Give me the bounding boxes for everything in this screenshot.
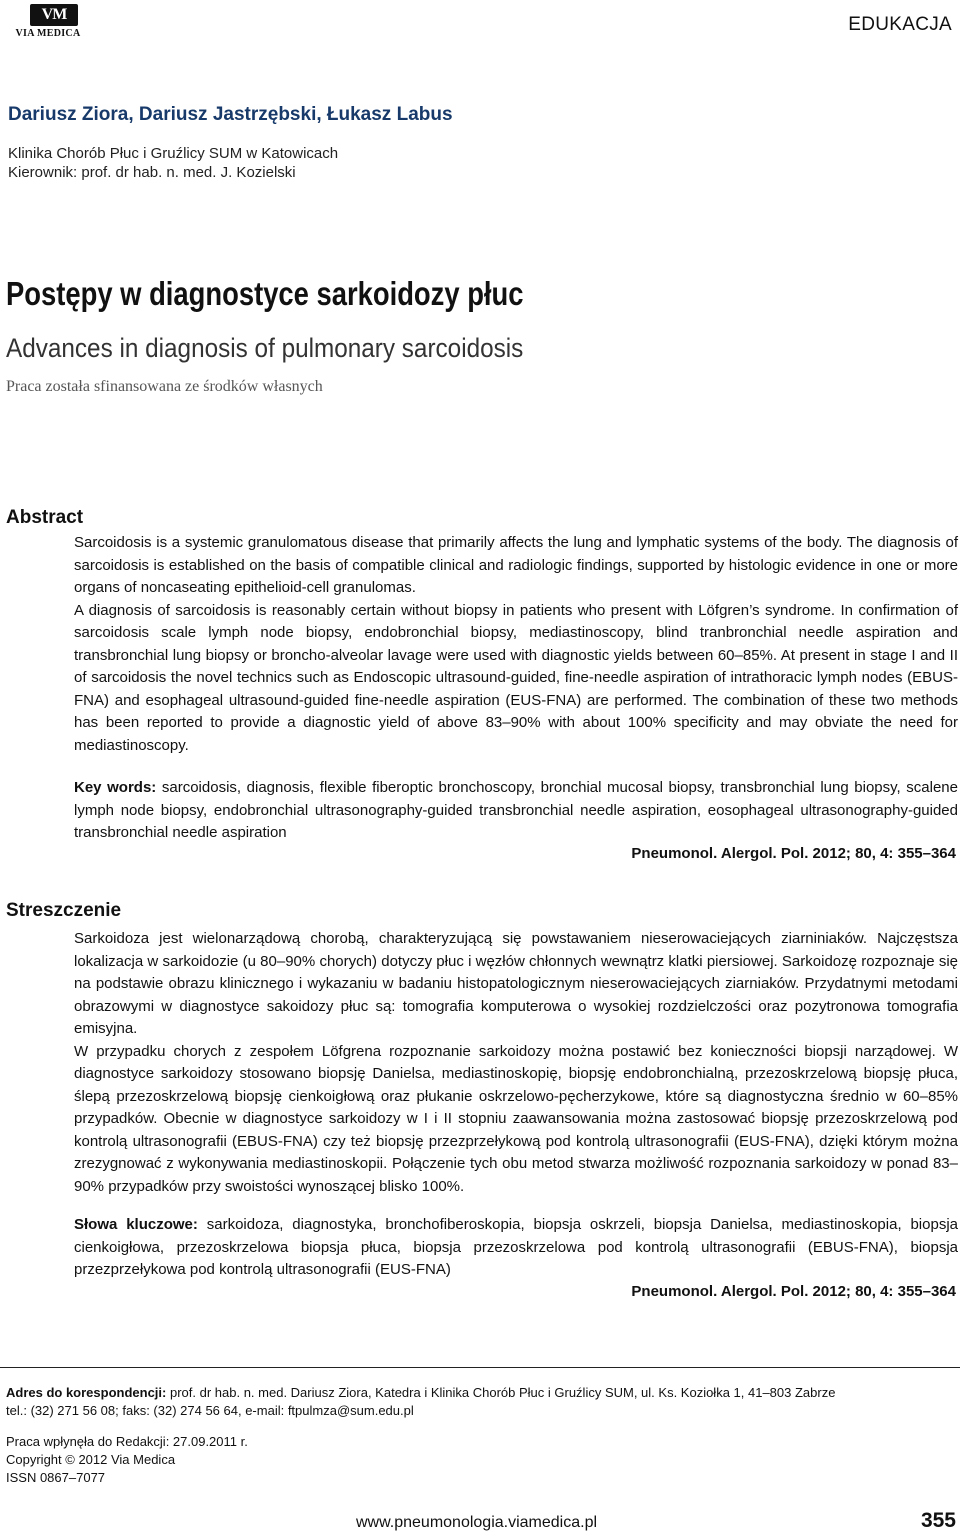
copyright: Copyright © 2012 Via Medica [6, 1452, 176, 1467]
abstract-heading: Abstract [6, 507, 84, 528]
citation: Pneumonol. Alergol. Pol. 2012; 80, 4: 355–364 [631, 1283, 956, 1300]
keywords-label: Słowa kluczowe: [74, 1216, 198, 1233]
department-head: Kierownik: prof. dr hab. n. med. J. Kozielski [8, 164, 296, 181]
logo-mark-box [30, 4, 78, 26]
streszczenie-paragraph: W przypadku chorych z zespołem Löfgrena rozpoznanie sarkoidozy można postawić bez konieczności biopsji narządowej. W diagnostyce sarkoidozy stosowano biopsję Danielsa, mediastinoskopię, biopsję endobronchialną, przezoskrzelową biopsję płuca, ślepą przezoskrzelową biopsję cienkoigłową oraz płukanie oskrzelowo-pęcherzykowe, które są diagnostyczna średnio w 60–85% przypadków. Obecnie w diagnostyce sarkoidozy w I i II stopniu zaawansowania można zastosować biopsję przezoskrzelową pod kontrolą ultrasonografii (EBUS-FNA) czy też biopsję przezprzełykową pod kontrolą ultrasonografii (EUS-FNA), dzięki którym można zrezygnować z wykonywania mediastinoskopii. Połączenie tych obu metod stwarza możliwość rozpoznania sarkoidozy w ponad 83–90% przypadków przy swoistości wynoszącej blisko 100%. [74, 1042, 958, 1195]
streszczenie-body [74, 928, 958, 1198]
correspondence-address [6, 1385, 835, 1400]
logo-mark: VM [41, 6, 67, 23]
correspondence-text: prof. dr hab. n. med. Dariusz Ziora, Katedra i Klinika Chorób Płuc i Gruźlicy SUM, ul. Ks. Koziołka 1, 41–803 Zabrze [166, 1385, 836, 1400]
article-title-english: Advances in diagnosis of pulmonary sarcoidosis [6, 333, 524, 363]
affiliation: Klinika Chorób Płuc i Gruźlicy SUM w Katowicach [8, 145, 339, 162]
publisher-logo [10, 4, 86, 42]
footer-divider [0, 1367, 960, 1368]
correspondence-contact: tel.: (32) 271 56 08; faks: (32) 274 56 64, e-mail: ftpulmza@sum.edu.pl [6, 1403, 414, 1418]
streszczenie-heading: Streszczenie [6, 900, 122, 921]
abstract-paragraph: A diagnosis of sarcoidosis is reasonably certain without biopsy in patients who present with Löfgren’s syndrome. In confirmation of sarcoidosis scale lymph node biopsy, endobronchial biopsy, mediastinoscopy, blind tranbronchial needle aspiration and transbronchial lung biopsy or broncho-alveolar lavage were used with diagnostic yields between 60–85%. At present in stage I and II of sarcoidosis the novel technics such as Endoscopic ultrasound-guided, fine-needle aspiration of intrathoracic lymph nodes (EBUS-FNA) and esophageal ultrasound-guided fine-needle aspiration (EUS-FNA) are performed. The combination of these two methods has been reported to provide a diagnostic yield of above 83–90% with about 100% specificity and may obviate the need for mediastinoscopy. [74, 601, 958, 754]
received-date: Praca wpłynęła do Redakcji: 27.09.2011 r. [6, 1434, 248, 1449]
keywords-english [74, 777, 958, 845]
page-number: 355 [920, 1509, 956, 1532]
keywords-text: sarkoidoza, diagnostyka, bronchofiberoskopia, biopsja oskrzeli, biopsja Danielsa, mediastinoskopia, biopsja cienkoigłowa, przezoskrzelowa biopsja płuca, biopsja przezoskrzelowa pod kontrolą ultrasonografii (EBUS-FNA), biopsja przezprzełykowa pod kontrolą ultrasonografii (EUS-FNA) [74, 1216, 958, 1278]
abstract-paragraph: Sarcoidosis is a systemic granulomatous disease that primarily affects the lung and lymphatic systems of the body. The diagnosis of sarcoidosis is established on the basis of compatible clinical and radiologic findings, supported by histologic evidence in one or more organs of noncaseating epithelioid-cell granulomas. [74, 534, 958, 596]
keywords-text: sarcoidosis, diagnosis, flexible fiberoptic bronchoscopy, bronchial mucosal biopsy, transbronchial lung biopsy, scalene lymph node biopsy, endobronchial ultrasonography-guided transbronchial needle aspiration, eosophageal ultrasonography-guided transbronchial needle aspiration [74, 779, 958, 841]
streszczenie-paragraph: Sarkoidoza jest wielonarządową chorobą, charakteryzującą się powstawaniem nieserowaciejących ziarniniaków. Najczęstsza lokalizacja w sarkoidozie (u 80–90% chorych) dotyczy płuc i węzłów chłonnych wewnątrz klatki piersiowej. Sarkoidozę rozpoznaje się na podstawie obrazu klinicznego i wykazaniu w badaniu histopatologicznym nieserowaciejących ziarniaków. Przydatnymi metodami obrazowymi w diagnostyce sakoidozy płuc są: tomografia komputerowa o wysokiej rozdzielczości oraz pozytronowa tomografia emisyjna. [74, 930, 958, 1037]
issn: ISSN 0867–7077 [6, 1470, 106, 1485]
article-title-polish: Postępy w diagnostyce sarkoidozy płuc [6, 275, 524, 312]
keywords-label: Key words: [74, 779, 157, 796]
journal-website: www.pneumonologia.viamedica.pl [356, 1514, 598, 1531]
correspondence-label: Adres do korespondencji: [6, 1385, 167, 1400]
section-label: EDUKACJA [848, 14, 952, 35]
abstract-body [74, 532, 958, 757]
logo-text: VIA MEDICA [15, 28, 81, 39]
citation: Pneumonol. Alergol. Pol. 2012; 80, 4: 355–364 [631, 845, 956, 862]
keywords-polish [74, 1214, 958, 1282]
author-list: Dariusz Ziora, Dariusz Jastrzębski, Łukasz Labus [8, 104, 453, 125]
funding-note: Praca została sfinansowana ze środków własnych [6, 378, 323, 395]
